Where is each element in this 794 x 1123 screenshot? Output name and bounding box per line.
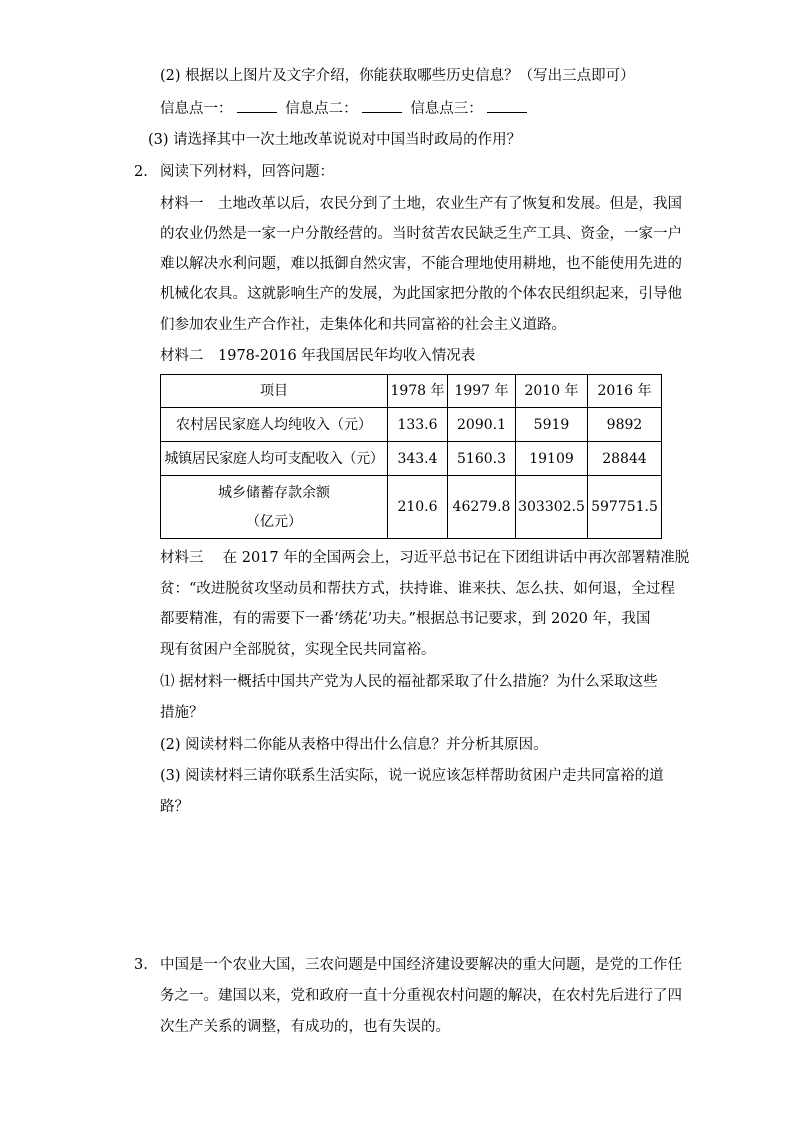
- table-row-label: [161, 476, 388, 539]
- table-cell: 5919: [516, 408, 588, 442]
- q3-line: 次生产关系的调整，有成功的，也有失误的。: [160, 1019, 450, 1035]
- table-header-cell: 2010 年: [516, 375, 588, 408]
- material1-line: 材料一 土地改革以后，农民分到了土地，农业生产有了恢复和发展。但是，我国: [160, 196, 682, 212]
- table-row: [161, 408, 662, 442]
- table-cell: 303302.5: [516, 476, 588, 539]
- q2-sub3-line: (3) 阅读材料三请你联系生活实际，说一说应该怎样帮助贫困户走共同富裕的道: [160, 768, 664, 784]
- table-cell: 133.6: [388, 408, 448, 442]
- material1-line: 难以解决水利问题，难以抵御自然灾害，不能合理地使用耕地，也不能使用先进的: [160, 256, 682, 272]
- table-cell: 9892: [588, 408, 662, 442]
- q2-sub3-line: 路？: [160, 799, 189, 815]
- info-blank-1[interactable]: [237, 98, 277, 113]
- q3-number: 3.: [134, 957, 148, 973]
- q3-line: 中国是一个农业大国，三农问题是中国经济建设要解决的重大问题，是党的工作任: [160, 957, 682, 973]
- material3-line: 现有贫困户全部脱贫，实现全民共同富裕。: [160, 642, 436, 658]
- q2-sub1-line: 措施？: [160, 705, 204, 721]
- material3-line: 贫：“改进脱贫攻坚动员和帮扶方式，扶持谁、谁来扶、怎么扶、如何退，全过程: [160, 581, 675, 597]
- info-label-2: 信息点二：: [285, 101, 358, 117]
- table-header-cell: 1978 年: [388, 375, 448, 408]
- table-header-cell: 项目: [161, 375, 388, 408]
- table-cell: 210.6: [388, 476, 448, 539]
- table-row-label-line2: （亿元）: [246, 513, 302, 530]
- table-cell: 597751.5: [588, 476, 662, 539]
- info-label-3: 信息点三：: [410, 101, 483, 117]
- material1-line: 的农业仍然是一家一户分散经营的。当时贫苦农民缺乏生产工具、资金，一家一户: [160, 226, 682, 242]
- table-cell: 343.4: [388, 442, 448, 476]
- q1-sub3-text: (3) 请选择其中一次土地改革说说对中国当时政局的作用？: [148, 132, 522, 148]
- q3-line: 务之一。建国以来，党和政府一直十分重视农村问题的解决，在农村先后进行了四: [160, 988, 682, 1004]
- q2-prompt: 阅读下列材料，回答问题：: [160, 164, 334, 180]
- table-cell: 2090.1: [448, 408, 516, 442]
- income-table: [160, 374, 662, 539]
- q2-sub2-text: (2) 阅读材料二你能从表格中得出什么信息？并分析其原因。: [160, 737, 548, 753]
- q2-sub1-line: ⑴ 据材料一概括中国共产党为人民的福祉都采取了什么措施？为什么采取这些: [160, 674, 658, 690]
- q1-sub2-text: (2) 根据以上图片及文字介绍，你能获取哪些历史信息？（写出三点即可）: [160, 68, 635, 84]
- table-header-cell: 1997 年: [448, 375, 516, 408]
- material2-title: 材料二 1978-2016 年我国居民年均收入情况表: [160, 348, 476, 364]
- table-cell: 46279.8: [448, 476, 516, 539]
- table-row: [161, 442, 662, 476]
- table-header-cell: 2016 年: [588, 375, 662, 408]
- table-cell: 5160.3: [448, 442, 516, 476]
- material3-line: 都要精准，有的需要下一番‘绣花’功夫。”根据总书记要求，到 2020 年，我国: [160, 611, 651, 627]
- material1-line: 们参加农业生产合作社，走集体化和共同富裕的社会主义道路。: [160, 317, 566, 333]
- table-row-label-line1: 城乡储蓄存款余额: [218, 484, 330, 501]
- table-cell: 19109: [516, 442, 588, 476]
- table-row-label: 农村居民家庭人均纯收入（元）: [161, 408, 388, 442]
- table-row: [161, 476, 662, 539]
- info-blank-3[interactable]: [487, 98, 527, 113]
- table-header-row: [161, 375, 662, 408]
- info-blank-2[interactable]: [362, 98, 402, 113]
- q1-info-line: [160, 98, 531, 119]
- table-row-label: 城镇居民家庭人均可支配收入（元）: [161, 442, 388, 476]
- q2-number: 2.: [134, 164, 148, 180]
- material3-line: 材料三 在 2017 年的全国两会上，习近平总书记在下团组讲话中再次部署精准脱: [160, 550, 690, 566]
- material1-line: 机械化农具。这就影响生产的发展，为此国家把分散的个体农民组织起来，引导他: [160, 286, 682, 302]
- info-label-1: 信息点一：: [160, 101, 233, 117]
- table-cell: 28844: [588, 442, 662, 476]
